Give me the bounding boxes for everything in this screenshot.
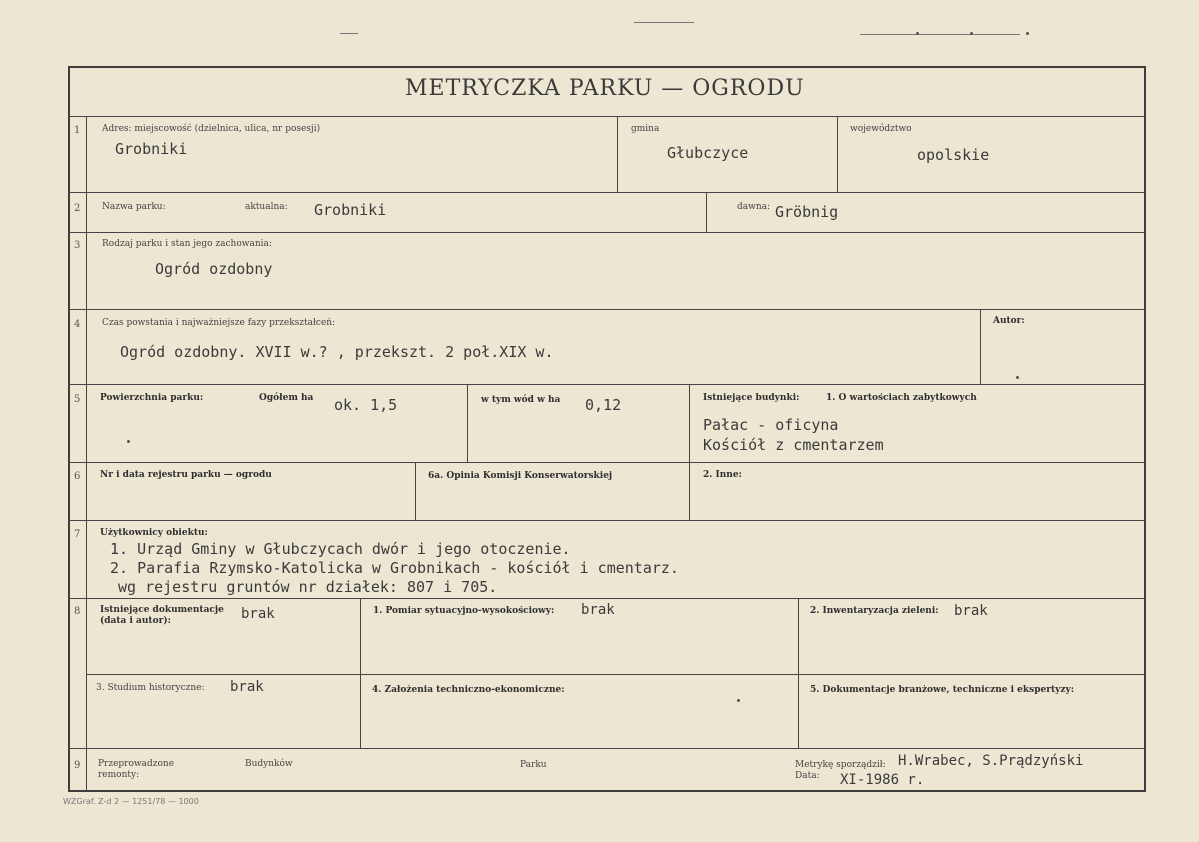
row-divider-5 [68,462,1146,463]
row-divider-2 [68,232,1146,233]
conservation-opinion-label: 6a. Opinia Komisji Konserwatorskiej [428,471,613,481]
row-number-5: 5 [74,394,81,405]
survey-label: 1. Pomiar sytuacyjno-wysokościowy: [373,606,555,616]
gmina-value: Głubczyce [667,144,749,162]
paper-mark [737,699,740,702]
registry-label: Nr i data rejestru parku — ogrodu [100,470,272,480]
r8-divider-a [360,598,361,748]
paper-mark [634,22,694,23]
voivodeship-value: opolskie [917,146,990,164]
repairs-label: Przeprowadzone [98,759,175,769]
row-number-4: 4 [74,319,81,330]
record-author-value: H.Wrabec, S.Prądzyński [898,753,1084,769]
row-number-7: 7 [74,529,81,540]
row-number-1: 1 [74,125,81,136]
print-footer: WZGraf. Z-d 2 — 1251/78 — 1000 [63,797,199,806]
current-name-label: aktualna: [245,202,288,212]
r4-divider [980,309,981,384]
former-name-value: Gröbnig [775,203,839,221]
repairs-buildings-label: Budynków [245,759,293,769]
building-item-1: Pałac - oficyna [703,416,839,434]
historical-study-value: brak [230,679,264,695]
row-divider-1 [68,192,1146,193]
r1-divider-b [837,116,838,192]
row-divider-7 [68,598,1146,599]
park-type-label: Rodzaj parku i stan jego zachowania: [102,239,272,249]
repairs-label-2: remonty: [98,770,140,780]
paper-mark [1026,32,1029,35]
documentation-label-2: (data i autor): [100,616,171,626]
author-label: Autor: [993,316,1025,326]
current-name-value: Grobniki [314,201,387,219]
greenery-value: brak [954,603,988,619]
history-label: Czas powstania i najważniejsze fazy przekształceń: [102,318,336,328]
water-area-value: 0,12 [585,396,622,414]
row-number-6: 6 [74,471,81,482]
r2-divider [706,192,707,232]
building-item-2: Kościół z cmentarzem [703,436,884,454]
water-area-label: w tym wód w ha [481,395,561,405]
record-date-label: Data: [795,771,820,781]
row-divider-4 [68,384,1146,385]
r6-divider-a [415,462,416,520]
documentation-value: brak [241,606,275,622]
row-number-9: 9 [74,760,81,771]
record-date-value: XI-1986 r. [840,772,925,788]
buildings-label: Istniejące budynki: [703,393,800,403]
historic-buildings-label: 1. O wartościach zabytkowych [826,393,977,403]
r5-divider-a [467,384,468,462]
paper-mark [970,32,973,35]
park-name-label: Nazwa parku: [102,202,166,212]
users-label: Użytkownicy obiektu: [100,528,208,538]
voivodeship-label: województwo [850,124,912,134]
record-author-label: Metrykę sporządził: [795,760,886,770]
expert-docs-label: 5. Dokumentacje branżowe, techniczne i ekspertyzy: [810,685,1075,695]
users-line-2: 2. Parafia Rzymsko-Katolicka w Grobnikach - kościół i cmentarz. [110,559,679,577]
repairs-park-label: Parku [520,760,547,770]
paper-mark [860,34,1020,35]
documentation-label: Istniejące dokumentacje [100,605,224,615]
page-title: METRYCZKA PARKU — OGRODU [405,76,805,101]
former-name-label: dawna: [737,202,771,212]
paper-mark [1016,376,1019,379]
address-value: Grobniki [115,140,188,158]
paper-mark [127,440,130,443]
gmina-label: gmina [631,124,660,134]
area-label: Powierzchnia parku: [100,393,204,403]
row-divider-3 [68,309,1146,310]
r1-divider-a [617,116,618,192]
park-type-value: Ogród ozdobny [155,260,273,278]
row-divider-title [68,116,1146,117]
address-label: Adres: miejscowość (dzielnica, ulica, nr posesji) [102,124,321,134]
total-area-label: Ogółem ha [259,393,314,403]
row-divider-6 [68,520,1146,521]
survey-value: brak [581,602,615,618]
r8-divider-b [798,598,799,748]
paper-mark [916,32,919,35]
row-number-2: 2 [74,203,81,214]
other-label: 2. Inne: [703,470,742,480]
r6-divider-b [689,462,690,520]
row-number-3: 3 [74,240,81,251]
users-line-1: 1. Urząd Gminy w Głubczycach dwór i jego otoczenie. [110,540,571,558]
users-line-3: wg rejestru gruntów nr działek: 807 i 705. [118,578,498,596]
row-divider-8a [86,674,1146,675]
row-number-8: 8 [74,606,81,617]
greenery-label: 2. Inwentaryzacja zieleni: [810,606,939,616]
history-value: Ogród ozdobny. XVII w.? , przekszt. 2 poł.XIX w. [120,343,554,361]
r5-divider-b [689,384,690,462]
row-divider-8 [68,748,1146,749]
total-area-value: ok. 1,5 [334,396,398,414]
paper-mark [340,33,358,34]
tech-econ-label: 4. Założenia techniczno-ekonomiczne: [372,685,565,695]
number-column-divider [86,116,87,792]
historical-study-label: 3. Studium historyczne: [96,683,205,693]
